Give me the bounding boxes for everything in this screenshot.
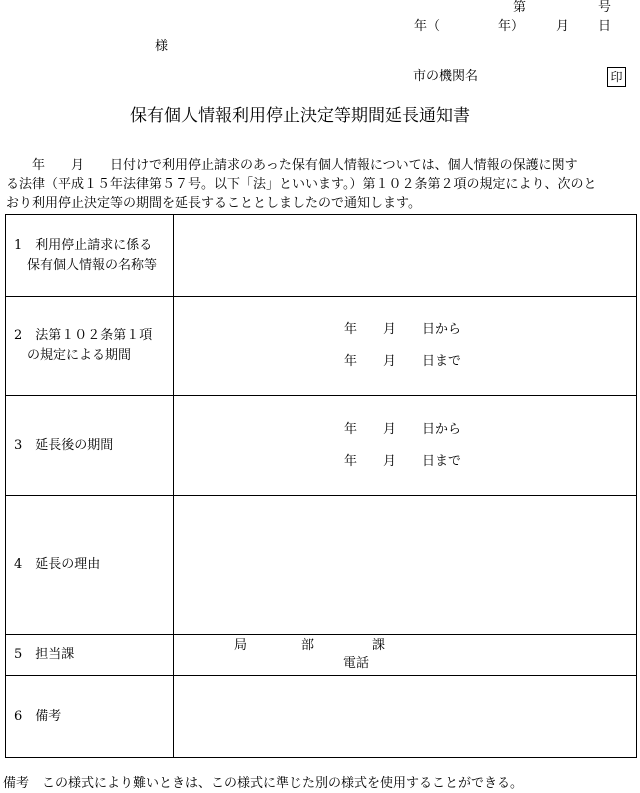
row-record-name-label (6, 215, 174, 297)
row-extension-reason-value[interactable] (174, 496, 637, 635)
row-original-period-label-line1: 2 法第１０２条第１項 (14, 328, 153, 343)
footnote: 備考 この様式により難いときは、この様式に準じた別の様式を使用することができる。 (3, 776, 524, 791)
row-record-name-value[interactable] (174, 215, 637, 297)
addressee-suffix: 様 (155, 39, 169, 54)
row-extended-period-value[interactable] (174, 396, 637, 496)
row-extension-reason-label: 4 延長の理由 (6, 496, 174, 635)
row-extended-period (6, 396, 637, 496)
row-extension-reason (6, 496, 637, 635)
document-title: 保有個人情報利用停止決定等期間延長通知書 (130, 106, 470, 126)
row-remarks (6, 676, 637, 758)
row-extended-period-label: 3 延長後の期間 (6, 396, 174, 496)
original-period-from: 年 月 日から (344, 322, 462, 337)
row-contact-section-value[interactable] (174, 635, 637, 676)
row-contact-section-label: 5 担当課 (6, 635, 174, 676)
date-nen-open: 年（ (414, 19, 441, 34)
issuer-label: 市の機関名 (413, 69, 479, 84)
original-period-to: 年 月 日まで (344, 354, 462, 369)
seal-mark: 印 (607, 67, 626, 87)
row-record-name (6, 215, 637, 297)
contact-tel: 電話 (343, 656, 370, 671)
document-number-dai: 第 (513, 0, 527, 15)
contact-bu: 部 (301, 638, 315, 653)
row-remarks-label: 6 備考 (6, 676, 174, 758)
document-number-go: 号 (598, 0, 612, 15)
body-line-1: 年 月 日付けで利用停止請求のあった保有個人情報については、個人情報の保護に関す (6, 158, 578, 173)
row-remarks-value[interactable] (174, 676, 637, 758)
date-month: 月 (556, 19, 570, 34)
body-line-2: る法律（平成１５年法律第５７号。以下「法」といいます。）第１０２条第２項の規定により、次のと (6, 177, 597, 192)
extended-period-to: 年 月 日まで (344, 453, 462, 469)
row-original-period-label (6, 297, 174, 396)
notice-form-table (5, 214, 637, 758)
row-original-period-label-line2: の規定による期間 (14, 348, 132, 363)
row-original-period-value[interactable] (174, 297, 637, 396)
row-record-name-label-line1: 1 利用停止請求に係る (14, 237, 153, 253)
date-day: 日 (598, 19, 612, 34)
date-nen-close: 年） (498, 19, 525, 34)
row-contact-section (6, 635, 637, 676)
row-original-period (6, 297, 637, 396)
contact-kyoku: 局 (234, 638, 248, 653)
row-record-name-label-line2: 保有個人情報の名称等 (14, 257, 158, 273)
body-line-3: おり利用停止決定等の期間を延長することとしましたので通知します。 (6, 196, 421, 211)
extended-period-from: 年 月 日から (344, 421, 462, 437)
body-paragraph (6, 156, 638, 213)
contact-ka: 課 (372, 638, 386, 653)
